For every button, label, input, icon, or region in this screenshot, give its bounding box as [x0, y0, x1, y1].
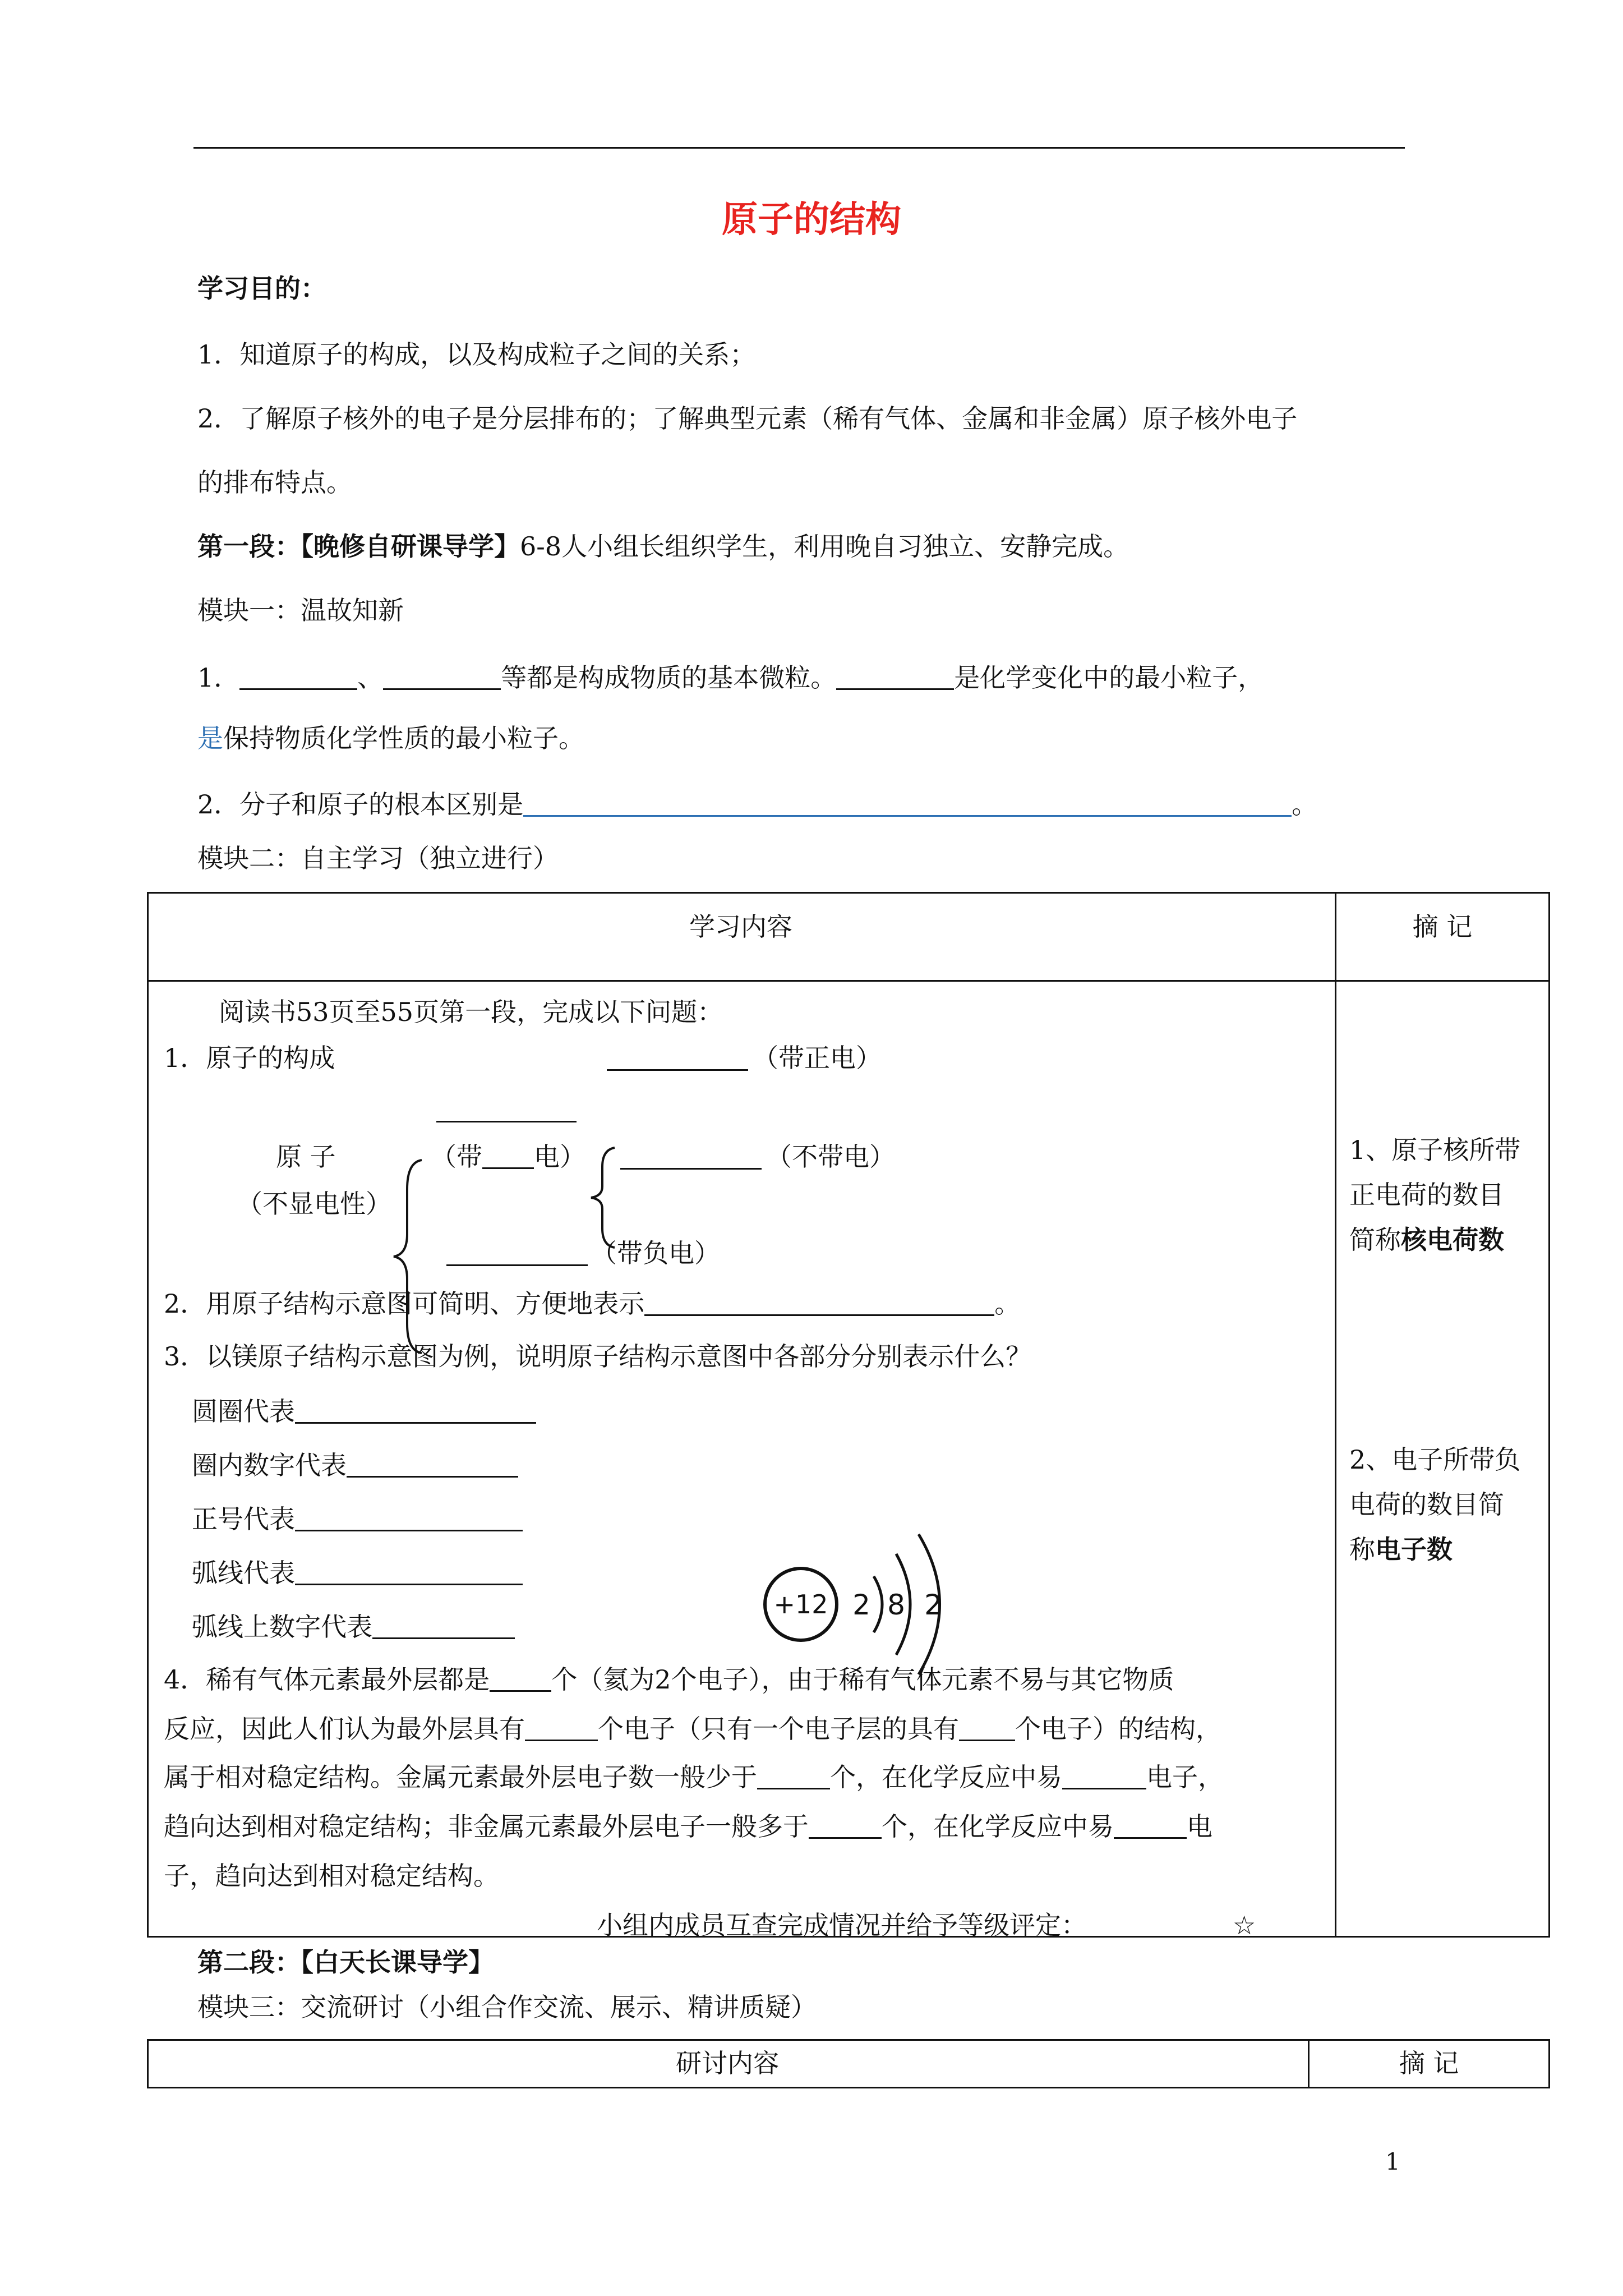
table1-header-content: 学习内容 [689, 912, 792, 942]
schematic-q-text: 2．用原子结构示意图可简明、方便地表示 [164, 1289, 645, 1319]
q4-blank-6[interactable] [809, 1812, 882, 1839]
q2-end: 。 [1292, 789, 1318, 820]
q4-l2-c: 个电子）的结构， [1015, 1714, 1221, 1744]
q1-line2-blue: 是 [197, 723, 223, 753]
module1-title: 模块一：温故知新 [197, 595, 404, 625]
stage2-line [197, 1947, 494, 1978]
note-1 [1349, 1128, 1520, 1262]
stage1-bracket-title: 【晚修自研课导学】 [301, 531, 520, 562]
inner-number-blank[interactable] [347, 1451, 518, 1478]
q1-blank-3[interactable] [836, 664, 954, 690]
q2-text: 2．分子和原子的根本区别是 [197, 789, 524, 820]
stage1-label: 第一段： [197, 531, 301, 562]
arcs-blank[interactable] [295, 1559, 523, 1585]
table1-header-notes: 摘 记 [1412, 912, 1473, 942]
note-2-term: 电子数 [1375, 1534, 1453, 1565]
note-2-line1: 2、电子所带负 [1349, 1444, 1521, 1475]
plus-sign-meaning [192, 1503, 523, 1535]
star-icon: ☆ [1233, 1910, 1256, 1940]
nucleus-charge-text: +12 [773, 1589, 828, 1619]
objective-2-line2: 的排布特点。 [197, 467, 352, 498]
magnesium-atom-diagram [756, 1515, 969, 1683]
atom-label: 原 子 [276, 1142, 336, 1172]
q4-line2 [164, 1713, 1221, 1745]
peer-review-blank[interactable] [1087, 1911, 1216, 1938]
table1-mid [1335, 892, 1336, 1938]
neutron-blank[interactable] [620, 1143, 762, 1170]
objective-1: 1．知道原子的构成，以及构成粒子之间的关系； [197, 339, 756, 370]
plus-sign-label: 正号代表 [192, 1504, 295, 1534]
table1-right [1548, 892, 1550, 1938]
schematic-blank[interactable] [644, 1290, 994, 1316]
positive-charge-label: （带正电） [753, 1043, 882, 1073]
nucleus-brace [583, 1144, 623, 1251]
table2-right [1548, 2039, 1550, 2088]
q4-blank-4[interactable] [757, 1763, 830, 1789]
q4-l3-c: 电子， [1146, 1762, 1224, 1792]
peer-review [597, 1910, 1256, 1941]
q4-l2-a: 反应，因此人们认为最外层具有 [164, 1714, 525, 1744]
plus-sign-blank[interactable] [295, 1505, 523, 1531]
circle-blank[interactable] [295, 1397, 536, 1424]
nucleus-blank[interactable] [436, 1096, 577, 1122]
q2-blank[interactable] [523, 790, 1292, 817]
page-title [0, 191, 1623, 242]
inner-number-meaning [192, 1450, 518, 1481]
shell-count-3: 2 [924, 1589, 942, 1621]
circle-meaning [192, 1396, 536, 1427]
note-1-line1: 1、原子核所带 [1349, 1135, 1521, 1165]
q4-line1 [164, 1664, 1174, 1695]
note-1-line2: 正电荷的数目 [1349, 1180, 1504, 1210]
q4-blank-7[interactable] [1114, 1812, 1187, 1839]
shell-count-1: 2 [852, 1589, 870, 1621]
q4-l1-a: 4．稀有气体元素最外层都是 [164, 1664, 490, 1695]
page-number: 1 [1385, 2148, 1400, 2175]
note-2-line3-a: 称 [1349, 1534, 1375, 1565]
read-instruction: 阅读书53页至55页第一段，完成以下问题： [219, 997, 723, 1027]
note-2 [1349, 1437, 1520, 1572]
arcs-label: 弧线代表 [192, 1558, 295, 1588]
table2-bottom [147, 2087, 1550, 2088]
stage2-label: 第二段： [197, 1947, 301, 1977]
electron-blank[interactable] [446, 1240, 588, 1266]
shell-count-2: 8 [887, 1589, 905, 1621]
q4-l4-c: 电 [1187, 1811, 1212, 1842]
table1-left [147, 892, 149, 1938]
q4-l4-b: 个，在化学反应中易 [882, 1811, 1114, 1842]
no-charge-label: （不带电） [766, 1142, 895, 1172]
nucleus-circle [765, 1568, 837, 1640]
stage1-line [197, 531, 1129, 562]
charge-prefix: （带 [431, 1142, 482, 1172]
atom-composition-q: 1．原子的构成 [164, 1043, 335, 1073]
magnesium-q: 3．以镁原子结构示意图为例，说明原子结构示意图中各部分分别表示什么？ [164, 1341, 1032, 1372]
note-2-line2: 电荷的数目简 [1349, 1489, 1504, 1520]
objective-2-line1: 2．了解原子核外的电子是分层排布的；了解典型元素（稀有气体、金属和非金属）原子核外电子 [197, 403, 1298, 434]
module2-title: 模块二：自主学习（独立进行） [197, 843, 559, 873]
arcs-meaning [192, 1557, 523, 1589]
q1-prefix: 1． [197, 662, 240, 693]
header-rule [193, 147, 1405, 149]
q4-line4 [164, 1811, 1212, 1842]
stage2-bracket-title: 【白天长课导学】 [301, 1947, 494, 1977]
charge-suffix: 电） [534, 1142, 585, 1172]
q4-blank-1[interactable] [490, 1665, 551, 1692]
q4-l2-b: 个电子（只有一个电子层的具有 [598, 1714, 959, 1744]
q1-end: 是化学变化中的最小粒子， [954, 662, 1264, 693]
q1-line2-text: 保持物质化学性质的最小粒子。 [223, 723, 584, 753]
inner-number-label: 圈内数字代表 [192, 1450, 347, 1480]
stage1-text: 6-8人小组长组织学生，利用晚自习独立、安静完成。 [520, 531, 1129, 562]
note-1-line3 [1349, 1217, 1520, 1262]
table1-header-sep [147, 980, 1550, 982]
atom-brace [387, 1156, 432, 1358]
q1-mid: 等都是构成物质的基本微粒。 [501, 662, 837, 693]
q4-l4-a: 趋向达到相对稳定结构；非金属元素最外层电子一般多于 [164, 1811, 809, 1842]
q4-line3 [164, 1761, 1224, 1793]
q4-l1-b: 个（氦为2个电子），由于稀有气体元素不易与其它物质 [551, 1664, 1174, 1695]
module1-q1-line2 [197, 723, 584, 754]
q1-blank-1[interactable] [239, 664, 357, 690]
arc-numbers-meaning [192, 1611, 515, 1642]
proton-blank[interactable] [607, 1045, 748, 1071]
note-2-line3 [1349, 1527, 1520, 1572]
q4-blank-5[interactable] [1062, 1763, 1146, 1789]
objectives-heading: 学习目的： [197, 273, 326, 303]
q4-l3-a: 属于相对稳定结构。金属元素最外层电子数一般少于 [164, 1762, 757, 1792]
note-1-term: 核电荷数 [1401, 1225, 1504, 1255]
module1-q2 [197, 789, 1317, 820]
q4-blank-2[interactable] [525, 1715, 598, 1741]
note-1-line3-a: 简称 [1349, 1225, 1401, 1255]
page-title-text: 原子的结构 [722, 199, 901, 241]
table2-header-notes: 摘 记 [1399, 2048, 1459, 2078]
q1-blank-2[interactable] [383, 664, 501, 690]
circle-label: 圆圈代表 [192, 1396, 295, 1427]
neutral-label: （不显电性） [237, 1189, 391, 1219]
schematic-q [164, 1288, 1020, 1319]
charge-blank[interactable] [482, 1143, 534, 1169]
module1-q1-line1 [197, 662, 1264, 693]
module3-title: 模块三：交流研讨（小组合作交流、展示、精讲质疑） [197, 1992, 817, 2022]
table2-top [147, 2039, 1550, 2041]
shell-arc-1 [874, 1576, 882, 1632]
q4-l3-b: 个，在化学反应中易 [830, 1762, 1062, 1792]
table2-header-content: 研讨内容 [676, 2048, 779, 2078]
arc-numbers-label: 弧线上数字代表 [192, 1612, 372, 1642]
q4-line5: 子，趋向达到相对稳定结构。 [164, 1861, 499, 1891]
q1-sep: 、 [357, 662, 384, 693]
schematic-q-end: 。 [994, 1289, 1021, 1319]
q4-blank-3[interactable] [959, 1715, 1015, 1741]
negative-charge-label: （带负电） [591, 1238, 720, 1268]
arc-numbers-blank[interactable] [372, 1613, 515, 1639]
peer-review-label: 小组内成员互查完成情况并给予等级评定： [597, 1910, 1087, 1940]
table1-top [147, 892, 1550, 894]
nucleus-charge [431, 1141, 585, 1172]
